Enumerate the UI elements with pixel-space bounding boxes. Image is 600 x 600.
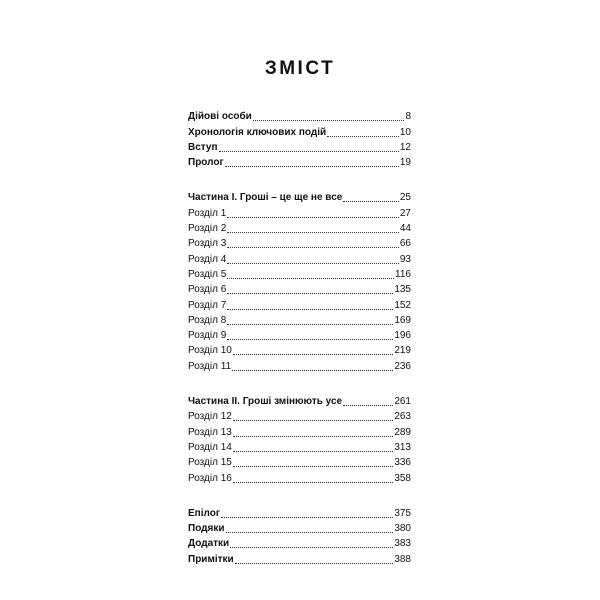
toc-entry-label: Розділ 13 — [188, 426, 232, 438]
toc-leader-dots — [232, 369, 393, 371]
toc-entry-page-number: 19 — [399, 157, 411, 169]
toc-leader-dots — [253, 119, 405, 121]
toc-entry-page-number: 116 — [395, 268, 411, 280]
table-of-contents — [188, 108, 411, 566]
toc-entry — [188, 235, 411, 250]
toc-leader-dots — [327, 135, 399, 137]
toc-entry — [188, 423, 411, 438]
toc-group — [188, 108, 411, 169]
toc-leader-dots — [227, 262, 399, 264]
toc-entry — [188, 520, 411, 535]
toc-leader-dots — [233, 481, 393, 483]
toc-leader-dots — [235, 562, 394, 564]
toc-leader-dots — [227, 292, 393, 294]
toc-entry — [188, 393, 411, 408]
toc-entry-page-number: 169 — [394, 314, 411, 326]
toc-entry-label: Розділ 16 — [188, 472, 232, 484]
toc-entry-label: Розділ 14 — [188, 441, 232, 453]
toc-entry-page-number: 289 — [394, 426, 411, 438]
toc-entry-page-number: 261 — [394, 396, 411, 408]
toc-entry-page-number: 93 — [399, 253, 411, 265]
toc-entry-page-number: 25 — [399, 192, 411, 204]
toc-leader-dots — [233, 419, 393, 421]
toc-entry-label: Розділ 4 — [188, 253, 227, 265]
toc-entry-label: Дійові особи — [188, 111, 252, 123]
toc-entry — [188, 204, 411, 219]
toc-leader-dots — [227, 231, 399, 233]
toc-entry — [188, 108, 411, 123]
toc-entry-label: Розділ 5 — [188, 268, 227, 280]
toc-entry-page-number: 152 — [394, 299, 411, 311]
toc-group — [188, 393, 411, 485]
toc-entry-page-number: 66 — [399, 238, 411, 250]
toc-leader-dots — [343, 404, 393, 406]
toc-entry — [188, 296, 411, 311]
toc-entry-page-number: 12 — [399, 141, 411, 153]
toc-entry-page-number: 135 — [394, 284, 411, 296]
toc-entry — [188, 535, 411, 550]
toc-leader-dots — [226, 531, 394, 533]
toc-entry — [188, 154, 411, 169]
page-title: ЗМІСТ — [264, 58, 336, 79]
toc-entry — [188, 357, 411, 372]
toc-entry — [188, 550, 411, 565]
toc-entry — [188, 123, 411, 138]
toc-entry — [188, 281, 411, 296]
toc-entry-label: Вступ — [188, 141, 218, 153]
toc-entry-label: Розділ 10 — [188, 345, 232, 357]
toc-leader-dots — [219, 150, 399, 152]
toc-entry-label: Розділ 12 — [188, 411, 232, 423]
toc-leader-dots — [227, 277, 394, 279]
toc-entry-page-number: 10 — [399, 126, 411, 138]
toc-entry — [188, 220, 411, 235]
toc-entry-page-number: 388 — [394, 553, 411, 565]
toc-entry-page-number: 44 — [399, 223, 411, 235]
toc-leader-dots — [227, 323, 393, 325]
toc-entry-label: Розділ 7 — [188, 299, 227, 311]
toc-entry-page-number: 375 — [394, 507, 411, 519]
toc-leader-dots — [233, 465, 393, 467]
toc-entry-page-number: 196 — [394, 330, 411, 342]
toc-entry-label: Розділ 3 — [188, 238, 227, 250]
toc-entry-label: Подяки — [188, 523, 225, 535]
toc-entry — [188, 189, 411, 204]
toc-entry — [188, 139, 411, 154]
toc-entry-label: Частина ІІ. Гроші змінюють усе — [188, 396, 343, 408]
toc-entry-label: Частина І. Гроші – це ще не все — [188, 192, 343, 204]
toc-entry-label: Розділ 9 — [188, 330, 227, 342]
toc-leader-dots — [227, 246, 399, 248]
toc-leader-dots — [221, 516, 393, 518]
toc-leader-dots — [225, 165, 399, 167]
toc-entry — [188, 266, 411, 281]
toc-entry-page-number: 27 — [399, 207, 411, 219]
toc-entry-label: Додатки — [188, 538, 230, 550]
toc-leader-dots — [343, 200, 399, 202]
toc-entry — [188, 312, 411, 327]
toc-entry-label: Примітки — [188, 553, 234, 565]
toc-entry-page-number: 219 — [394, 345, 411, 357]
toc-leader-dots — [233, 450, 393, 452]
toc-entry-page-number: 236 — [394, 360, 411, 372]
toc-entry-label: Розділ 2 — [188, 223, 227, 235]
toc-leader-dots — [230, 546, 393, 548]
toc-group — [188, 505, 411, 566]
toc-entry-label: Розділ 8 — [188, 314, 227, 326]
toc-entry-page-number: 383 — [394, 538, 411, 550]
toc-entry — [188, 469, 411, 484]
toc-entry-label: Розділ 1 — [188, 207, 227, 219]
toc-leader-dots — [233, 435, 393, 437]
toc-entry-label: Пролог — [188, 157, 224, 169]
toc-entry — [188, 454, 411, 469]
toc-entry-label: Розділ 6 — [188, 284, 227, 296]
toc-entry-page-number: 358 — [394, 472, 411, 484]
toc-entry — [188, 505, 411, 520]
toc-entry — [188, 327, 411, 342]
toc-entry — [188, 342, 411, 357]
toc-leader-dots — [227, 216, 399, 218]
toc-entry-label: Розділ 11 — [188, 360, 232, 372]
toc-entry-page-number: 380 — [394, 523, 411, 535]
toc-entry — [188, 408, 411, 423]
toc-leader-dots — [227, 338, 393, 340]
toc-leader-dots — [233, 353, 393, 355]
toc-entry-label: Епілог — [188, 507, 220, 519]
toc-entry-label: Розділ 15 — [188, 457, 232, 469]
toc-entry — [188, 439, 411, 454]
toc-entry — [188, 250, 411, 265]
toc-entry-page-number: 8 — [405, 111, 411, 123]
toc-leader-dots — [227, 308, 393, 310]
toc-group — [188, 189, 411, 373]
toc-entry-page-number: 313 — [394, 441, 411, 453]
toc-entry-label: Хронологія ключових подій — [188, 126, 327, 138]
toc-entry-page-number: 336 — [394, 457, 411, 469]
toc-entry-page-number: 263 — [394, 411, 411, 423]
